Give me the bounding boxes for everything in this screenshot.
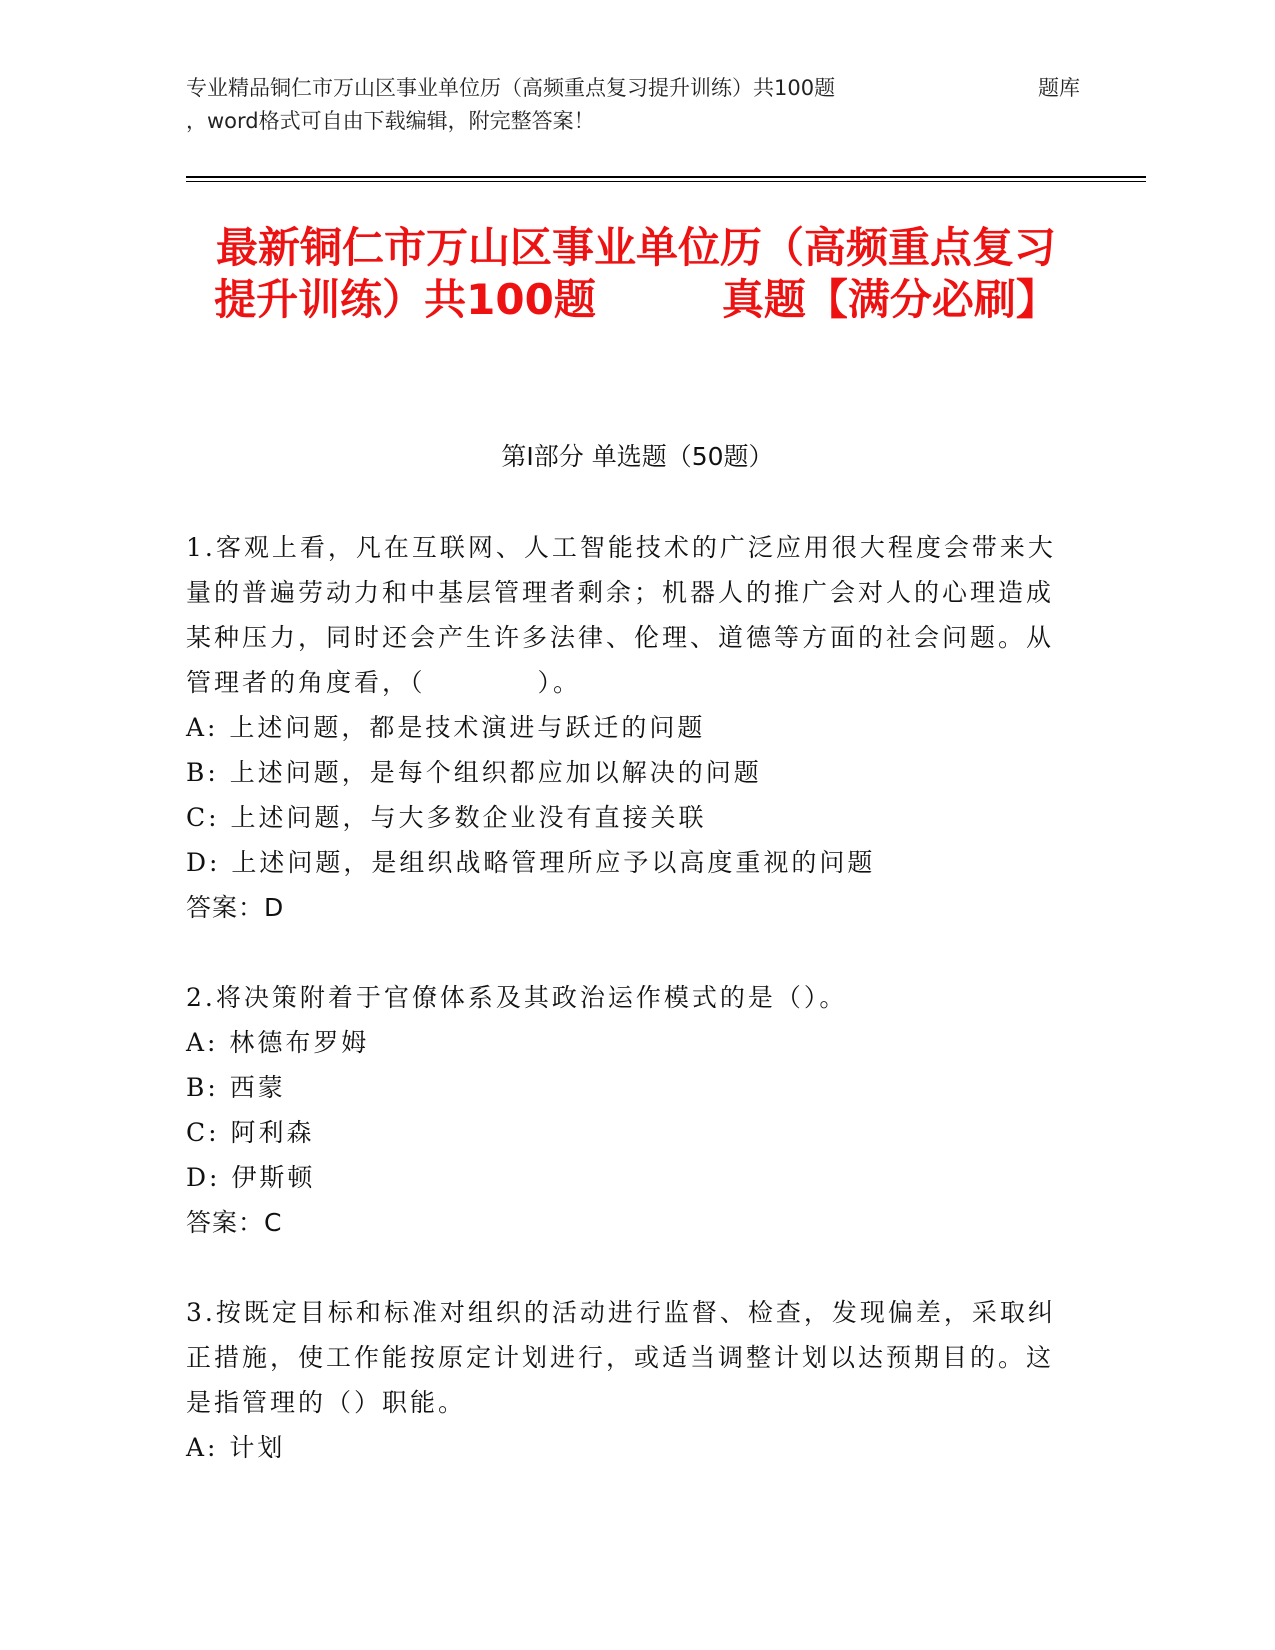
header-rule-thick bbox=[186, 176, 1146, 178]
header-subtitle: ，word格式可自由下载编辑，附完整答案！ bbox=[186, 109, 595, 133]
option-a: A: 林德布罗姆 bbox=[186, 1028, 370, 1057]
option-a: A: 上述问题，都是技术演进与跃迁的问题 bbox=[186, 713, 706, 742]
question-stem: 3.按既定目标和标准对组织的活动进行监督、检查，发现偏差，采取纠正措施，使工作能按原定计划进行，或适当调整计划以达预期目的。这是指管理的（）职能。 bbox=[186, 1298, 1056, 1417]
page-header bbox=[186, 72, 1086, 138]
header-rule-thin bbox=[186, 181, 1146, 182]
question-stem: 1.客观上看，凡在互联网、人工智能技术的广泛应用很大程度会带来大量的普遍劳动力和中基层管理者剩余；机器人的推广会对人的心理造成某种压力，同时还会产生许多法律、伦理、道德等方面的社会问题。从管理者的角度看，（ ）。 bbox=[186, 533, 1056, 697]
header-title: 专业精品铜仁市万山区事业单位历（高频重点复习提升训练）共100题 bbox=[186, 76, 836, 100]
option-c: C: 上述问题，与大多数企业没有直接关联 bbox=[186, 803, 707, 832]
option-d: D: 伊斯顿 bbox=[186, 1163, 316, 1192]
question-list bbox=[186, 525, 1066, 1470]
question-2 bbox=[186, 975, 1066, 1245]
question-1 bbox=[186, 525, 1066, 930]
spacer bbox=[186, 1245, 1066, 1290]
answer: 答案：D bbox=[186, 893, 285, 922]
spacer bbox=[186, 930, 1066, 975]
option-b: B: 上述问题，是每个组织都应加以解决的问题 bbox=[186, 758, 762, 787]
section-heading: 第I部分 单选题（50题） bbox=[501, 442, 774, 471]
header-tag: 题库 bbox=[1038, 76, 1080, 100]
document-title: 最新铜仁市万山区事业单位历（高频重点复习提升训练）共100题 真题【满分必刷】 bbox=[214, 223, 1058, 324]
question-stem: 2.将决策附着于官僚体系及其政治运作模式的是（）。 bbox=[186, 983, 848, 1012]
option-d: D: 上述问题，是组织战略管理所应予以高度重视的问题 bbox=[186, 848, 876, 877]
option-c: C: 阿利森 bbox=[186, 1118, 315, 1147]
option-a: A: 计划 bbox=[186, 1433, 286, 1462]
header-line-1 bbox=[186, 72, 1086, 105]
answer: 答案：C bbox=[186, 1208, 283, 1237]
question-3 bbox=[186, 1290, 1066, 1470]
option-b: B: 西蒙 bbox=[186, 1073, 286, 1102]
